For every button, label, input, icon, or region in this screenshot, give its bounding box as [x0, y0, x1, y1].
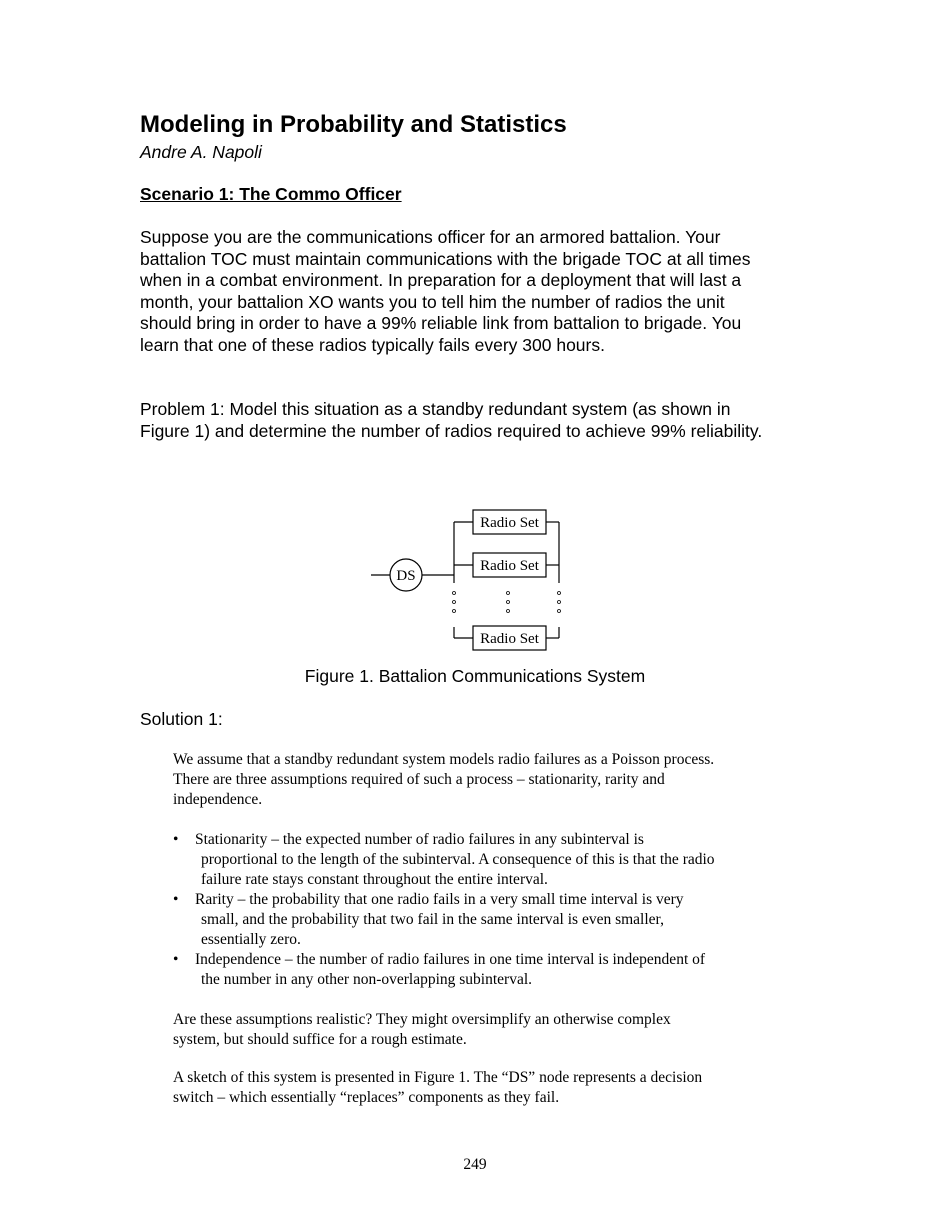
text-line: Independence – the number of radio failures in one time interval is independent of: [195, 951, 706, 968]
figure-caption: Figure 1. Battalion Communications System: [304, 666, 646, 686]
radio-set-label: Radio Set: [480, 558, 539, 574]
text-line: proportional to the length of the subinterval. A consequence of this is that the radio: [201, 851, 715, 868]
text-line: learn that one of these radios typically fails every 300 hours.: [140, 334, 605, 355]
text-line: switch – which essentially “replaces” components as they fail.: [173, 1089, 560, 1106]
bullet-icon: •: [173, 951, 179, 968]
text-line: A sketch of this system is presented in Figure 1. The “DS” node represents a decision: [173, 1069, 703, 1086]
text-line: failure rate stays constant throughout the entire interval.: [201, 871, 548, 888]
solution-heading: Solution 1:: [140, 709, 223, 729]
text-line: battalion TOC must maintain communications with the brigade TOC at all times: [140, 248, 751, 269]
text-line: when in a combat environment. In preparation for a deployment that will last a: [140, 270, 742, 290]
text-line: Suppose you are the communications officer for an armored battalion. Your: [140, 227, 721, 247]
text-line: system, but should suffice for a rough estimate.: [173, 1031, 467, 1048]
solution-intro-paragraph: [173, 750, 714, 810]
text-line: small, and the probability that two fail in the same interval is even smaller,: [201, 911, 664, 928]
realism-paragraph: [173, 1010, 671, 1050]
document-title: Modeling in Probability and Statistics: [140, 111, 567, 138]
bullet-icon: •: [173, 831, 179, 848]
text-line: There are three assumptions required of such a process – stationarity, rarity and: [173, 771, 665, 788]
text-line: Stationarity – the expected number of radio failures in any subinterval is: [195, 831, 644, 848]
sketch-paragraph: [173, 1068, 702, 1108]
decision-switch-label: DS: [396, 568, 416, 584]
author-name: Andre A. Napoli: [140, 142, 262, 162]
text-line: We assume that a standby redundant system models radio failures as a Poisson process.: [173, 751, 715, 768]
radio-set-label: Radio Set: [480, 515, 539, 531]
scenario-paragraph: [140, 227, 751, 356]
text-line: Rarity – the probability that one radio fails in a very small time interval is very: [195, 891, 684, 908]
text-line: Problem 1: Model this situation as a standby redundant system (as shown in: [140, 399, 731, 419]
text-line: Figure 1) and determine the number of radios required to achieve 99% reliability.: [140, 420, 763, 441]
problem-paragraph: [140, 399, 762, 442]
scenario-heading: Scenario 1: The Commo Officer: [140, 184, 402, 204]
ellipsis-dots: [453, 592, 561, 613]
bullet-icon: •: [173, 891, 179, 908]
text-line: essentially zero.: [201, 931, 301, 948]
page-number: 249: [463, 1156, 487, 1173]
radio-set-label: Radio Set: [480, 631, 539, 647]
text-line: month, your battalion XO wants you to tell him the number of radios the unit: [140, 291, 725, 312]
standby-system-diagram: [365, 505, 585, 655]
text-line: should bring in order to have a 99% reliable link from battalion to brigade. You: [140, 313, 742, 333]
text-line: independence.: [173, 791, 263, 808]
text-line: the number in any other non-overlapping subinterval.: [201, 971, 533, 988]
text-line: Are these assumptions realistic? They might oversimplify an otherwise complex: [173, 1011, 671, 1028]
